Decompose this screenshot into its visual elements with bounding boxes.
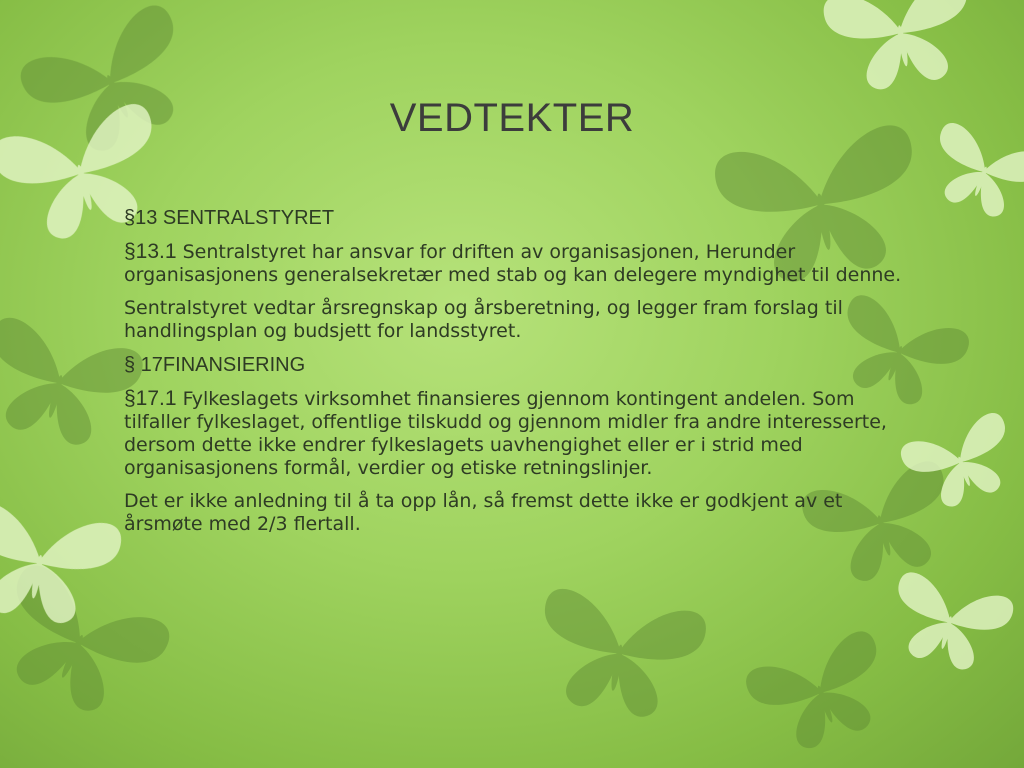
paragraph-text: Sentralstyret har ansvar for driften av organisasjonen, Herunder organisasjonens generalsekretær med stab og kan delegere myndighet til denne. [124,241,902,286]
butterfly-icon [821,0,981,97]
slide-content [124,206,904,546]
paragraph-17-2 [124,490,904,536]
butterfly-icon [529,586,709,725]
slide-title: VEDTEKTER [389,96,635,140]
paragraph-reference: §17.1 [124,387,177,410]
paragraph-13-2 [124,297,904,343]
butterfly-icon [742,627,901,762]
paragraph-13-1 [124,240,904,287]
butterfly-icon [0,500,124,632]
butterfly-icon [882,570,1016,679]
paragraph-17-1 [124,387,904,480]
section-heading-13: §13 SENTRALSTYRET [124,207,335,229]
paragraph-text: Sentralstyret vedtar årsregnskap og årsberetning, og legger fram forslag til handlingsplan og budsjett for landsstyret. [124,297,843,342]
section-heading-17: § 17FINANSIERING [124,354,306,376]
paragraph-text: Det er ikke anledning til å ta opp lån, så fremst dette ikke er godkjent av et årsmøte med 2/3 flertall. [124,490,843,535]
paragraph-text: Fylkeslagets virksomhet finansieres gjennom kontingent andelen. Som tilfaller fylkeslaget, offentlige tilskudd og gjennom midler fra andre interesserte, dersom dette ikke endrer fylkeslagets uavhengighet eller er i strid med organisasjonens formål, verdier og etiske retningslinjer. [124,388,887,479]
paragraph-reference: §13.1 [124,240,177,263]
